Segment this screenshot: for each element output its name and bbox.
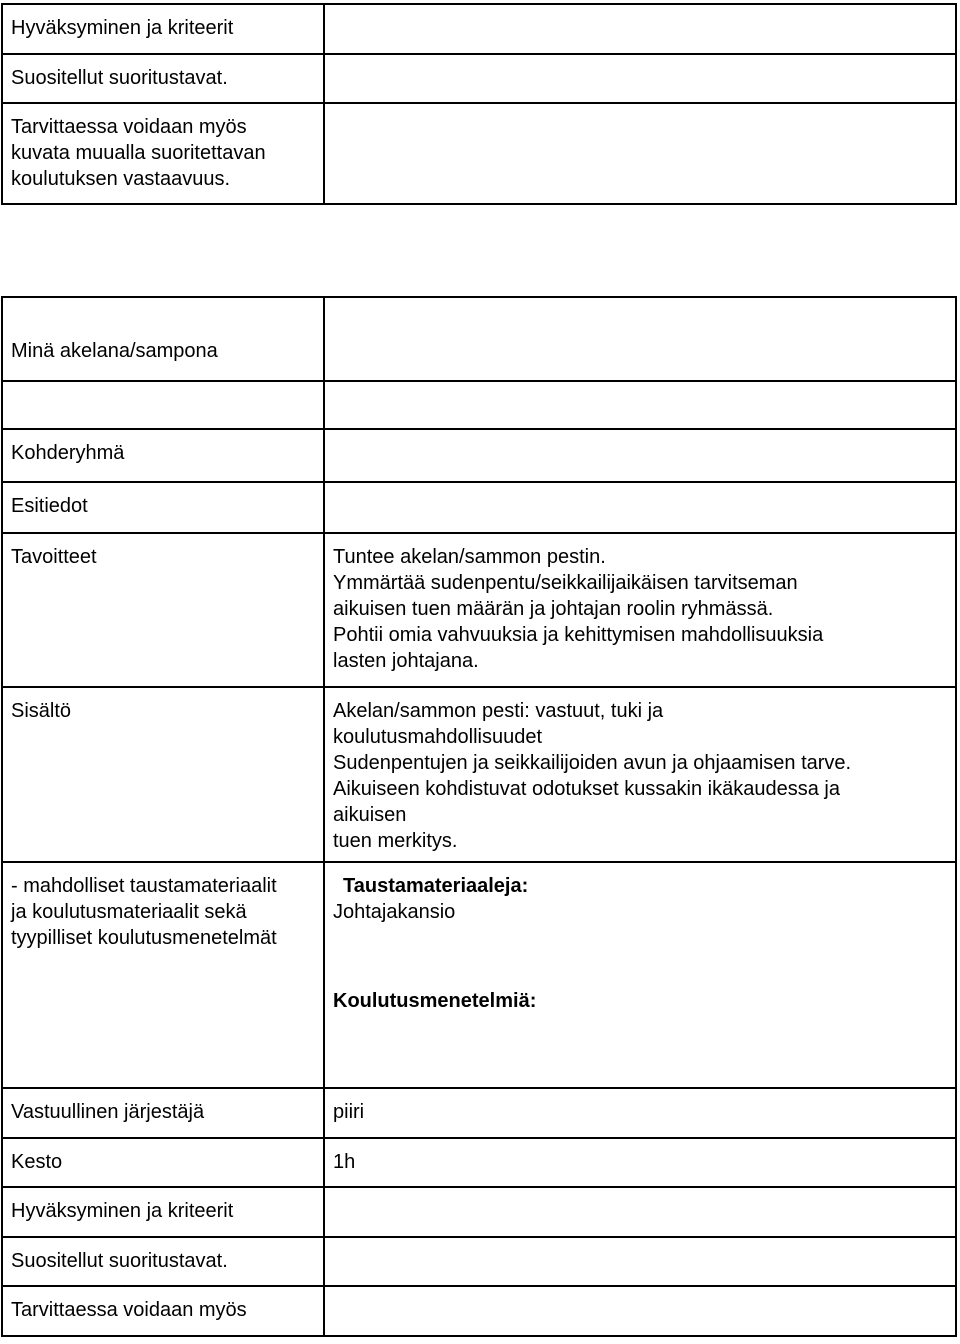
duration-label: Kesto: [11, 1151, 63, 1173]
content-line: Aikuiseen kohdistuvat odotukset kussakin ikäkaudessa ja: [333, 778, 840, 800]
materials-label-line: tyypilliset koulutusmenetelmät: [11, 927, 277, 949]
target-group-label: Kohderyhmä: [11, 442, 125, 464]
course-table: [1, 296, 957, 1337]
equivalence-value-cell-2: [324, 1286, 956, 1336]
content-label: Sisältö: [11, 700, 72, 722]
objectives-label-cell: [2, 533, 324, 687]
prerequisites-value-cell: [324, 482, 956, 533]
equivalence-line: Tarvittaessa voidaan myös: [11, 116, 247, 138]
recommended-methods-label-cell: [2, 54, 324, 103]
recommended-methods-value-cell: [324, 54, 956, 103]
materials-heading: Taustamateriaaleja:: [343, 875, 529, 897]
organizer-value: piiri: [333, 1101, 365, 1123]
materials-label-line: - mahdolliset taustamateriaalit: [11, 875, 277, 897]
content-line: aikuisen: [333, 804, 407, 826]
objective-line: aikuisen tuen määrän ja johtajan roolin ryhmässä.: [333, 598, 774, 620]
equivalence-label-cell-2: [2, 1286, 324, 1336]
equivalence-value-cell: [324, 103, 956, 204]
acceptance-label-cell: [2, 4, 324, 54]
content-line: tuen merkitys.: [333, 830, 458, 852]
prerequisites-label-cell: [2, 482, 324, 533]
objectives-label: Tavoitteet: [11, 546, 97, 568]
empty-label-cell: [2, 381, 324, 429]
materials-content: [333, 863, 947, 1014]
empty-value-cell: [324, 381, 956, 429]
prerequisites-label: Esitiedot: [11, 495, 88, 517]
objective-line: Ymmärtää sudenpentu/seikkailijaikäisen tarvitseman: [333, 572, 798, 594]
recommended-label-2: Suositellut suoritustavat.: [11, 1250, 228, 1272]
acceptance-value-cell-2: [324, 1187, 956, 1237]
equivalence-line: koulutuksen vastaavuus.: [11, 168, 231, 190]
equivalence-note: [11, 104, 315, 192]
duration-value-cell: [324, 1138, 956, 1187]
title-cell: [2, 297, 324, 381]
recommended-label-cell-2: [2, 1237, 324, 1286]
organizer-label: Vastuullinen järjestäjä: [11, 1101, 205, 1123]
organizer-label-cell: [2, 1088, 324, 1138]
content-line: Sudenpentujen ja seikkailijoiden avun ja ohjaamisen tarve.: [333, 752, 852, 774]
equivalence-label-cell: [2, 103, 324, 204]
equivalence-line: kuvata muualla suoritettavan: [11, 142, 266, 164]
materials-label: [11, 863, 315, 951]
content-line: koulutusmahdollisuudet: [333, 726, 543, 748]
duration-label-cell: [2, 1138, 324, 1187]
methods-heading: Koulutusmenetelmiä:: [333, 990, 537, 1012]
objectives-text: [333, 534, 947, 674]
recommended-value-cell-2: [324, 1237, 956, 1286]
equivalence-label-2: Tarvittaessa voidaan myös: [11, 1299, 247, 1321]
course-title: Minä akelana/sampona: [11, 340, 218, 362]
acceptance-value-cell: [324, 4, 956, 54]
acceptance-label-2: Hyväksyminen ja kriteerit: [11, 1200, 234, 1222]
content-line: Akelan/sammon pesti: vastuut, tuki ja: [333, 700, 664, 722]
target-group-label-cell: [2, 429, 324, 482]
acceptance-label-cell-2: [2, 1187, 324, 1237]
materials-label-line: ja koulutusmateriaalit sekä: [11, 901, 247, 923]
duration-value: 1h: [333, 1151, 356, 1173]
acceptance-label: Hyväksyminen ja kriteerit: [11, 17, 234, 39]
content-label-cell: [2, 687, 324, 862]
materials-value: Johtajakansio: [333, 901, 456, 923]
objectives-value-cell: [324, 533, 956, 687]
target-group-value-cell: [324, 429, 956, 482]
objective-line: lasten johtajana.: [333, 650, 479, 672]
materials-label-cell: [2, 862, 324, 1088]
recommended-methods-label: Suositellut suoritustavat.: [11, 67, 228, 89]
objective-line: Tuntee akelan/sammon pestin.: [333, 546, 606, 568]
title-value-cell: [324, 297, 956, 381]
previous-course-table: [1, 3, 957, 205]
objective-line: Pohtii omia vahvuuksia ja kehittymisen mahdollisuuksia: [333, 624, 824, 646]
materials-value-cell: [324, 862, 956, 1088]
content-value-cell: [324, 687, 956, 862]
organizer-value-cell: [324, 1088, 956, 1138]
content-text: [333, 688, 947, 854]
